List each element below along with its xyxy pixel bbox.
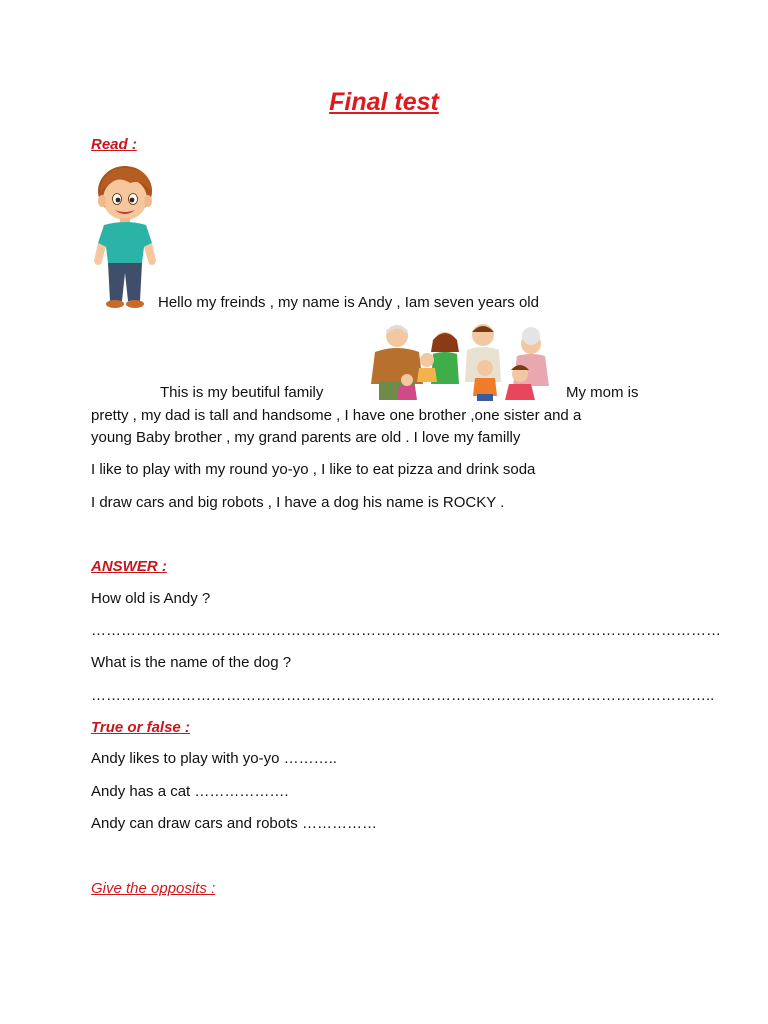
question-1: How old is Andy ? xyxy=(91,590,211,607)
answer-line-1[interactable]: ……………………………………………………………………………………………………………… xyxy=(91,622,721,639)
page-title: Final test xyxy=(329,88,439,116)
story-line-3: pretty , my dad is tall and handsome , I have one brother ,one sister and a xyxy=(91,407,582,424)
story-line-5: I like to play with my round yo-yo , I like to eat pizza and drink soda xyxy=(91,461,536,478)
opposites-heading: Give the opposits : xyxy=(91,880,216,897)
story-line-2b: My mom is xyxy=(566,384,639,401)
question-2: What is the name of the dog ? xyxy=(91,654,292,671)
answer-line-2[interactable]: …………………………………………………………………………………………………………….. xyxy=(91,687,715,704)
true-false-item-1: Andy likes to play with yo-yo ……….. xyxy=(91,750,337,767)
story-line-1: Hello my freinds , my name is Andy , Iam seven years old xyxy=(158,294,539,311)
true-false-item-2: Andy has a cat ………………. xyxy=(91,783,289,800)
read-heading: Read : xyxy=(91,136,137,153)
boy-illustration xyxy=(90,163,160,311)
story-line-2a: This is my beutiful family xyxy=(160,384,324,401)
story-line-4: young Baby brother , my grand parents are old . I love my familly xyxy=(91,429,521,446)
true-false-heading: True or false : xyxy=(91,719,190,736)
family-illustration xyxy=(345,322,560,402)
story-line-6: I draw cars and big robots , I have a dog his name is ROCKY . xyxy=(91,494,505,511)
true-false-item-3: Andy can draw cars and robots …………… xyxy=(91,815,377,832)
answer-heading: ANSWER : xyxy=(91,558,167,575)
